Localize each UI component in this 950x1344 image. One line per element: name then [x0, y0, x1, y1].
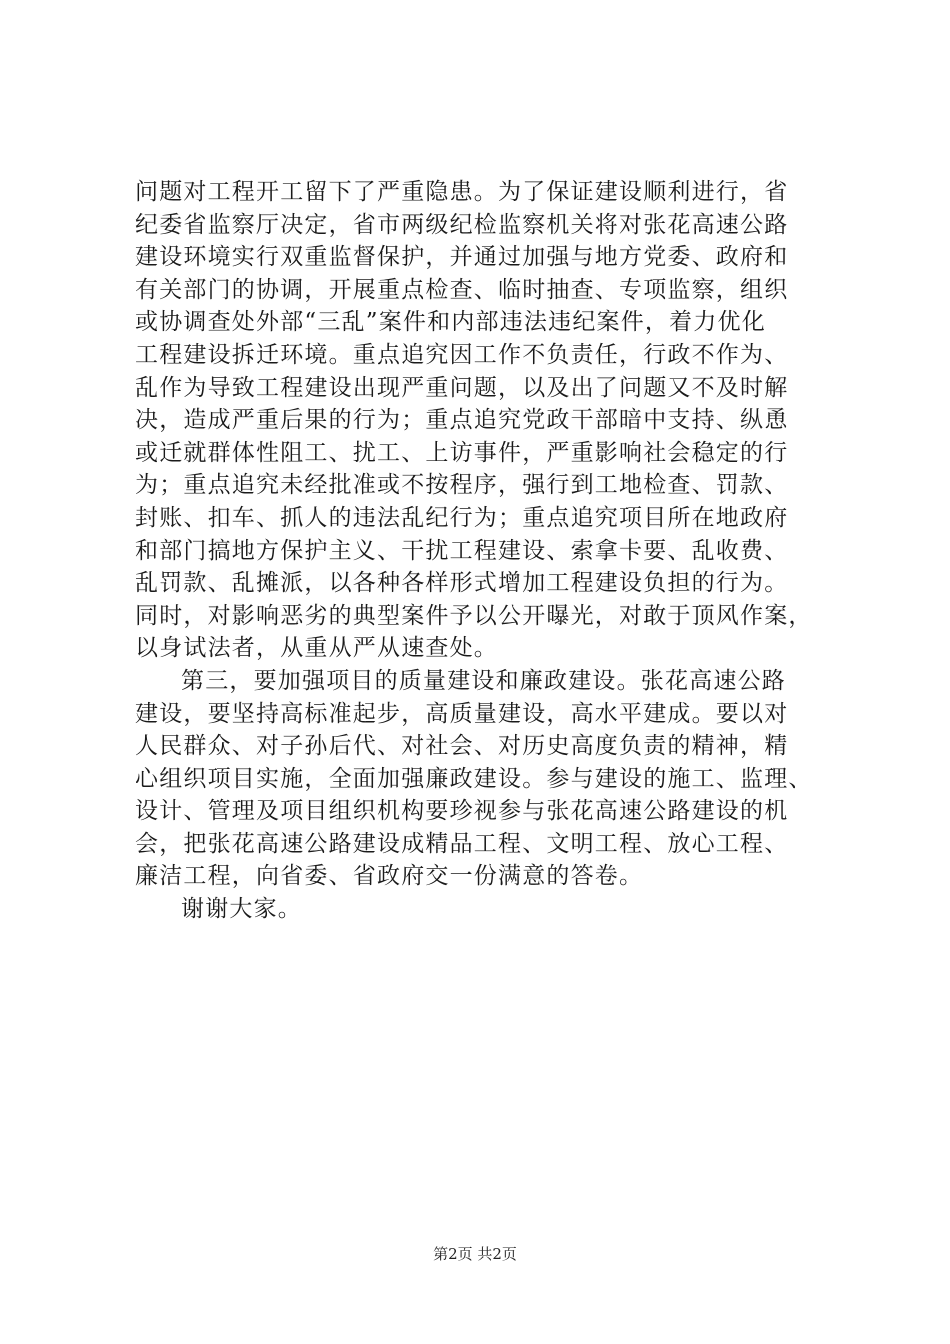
text-line: 乱罚款、乱摊派，以各种各样形式增加工程建设负担的行为。 [135, 570, 789, 597]
text-line: 设计、管理及项目组织机构要珍视参与张花高速公路建设的机 [135, 798, 789, 825]
text-line: 以身试法者，从重从严从速查处。 [135, 635, 498, 662]
text-line: 封账、扣车、抓人的违法乱纪行为；重点追究项目所在地政府 [135, 504, 789, 531]
text-line: 建设环境实行双重监督保护，并通过加强与地方党委、政府和 [135, 244, 789, 271]
text-line: 有关部门的协调，开展重点检查、临时抽查、专项监察，组织 [135, 276, 789, 303]
text-line: 或迁就群体性阻工、扰工、上访事件，严重影响社会稳定的行 [135, 439, 789, 466]
text-line: 和部门搞地方保护主义、干扰工程建设、索拿卡要、乱收费、 [135, 537, 789, 564]
page-footer: 第2页 共2页 [433, 1245, 517, 1263]
text-line: 廉洁工程，向省委、省政府交一份满意的答卷。 [135, 863, 644, 890]
closing-line: 谢谢大家。 [181, 896, 302, 923]
text-line: 人民群众、对子孙后代、对社会、对历史高度负责的精神，精 [135, 733, 789, 760]
text-line: 决，造成严重后果的行为；重点追究党政干部暗中支持、纵恿 [135, 407, 789, 434]
text-line: 问题对工程开工留下了严重隐患。为了保证建设顺利进行，省 [135, 179, 789, 205]
paragraph-first-line: 第三，要加强项目的质量建设和廉政建设。张花高速公路 [181, 667, 786, 694]
text-line: 建设，要坚持高标准起步，高质量建设，高水平建成。要以对 [135, 700, 789, 727]
text-line: 工程建设拆迁环境。重点追究因工作不负责任，行政不作为、 [135, 341, 789, 368]
text-line: 心组织项目实施，全面加强廉政建设。参与建设的施工、监理、 [135, 765, 813, 792]
text-line: 或协调查处外部“三乱”案件和内部违法违纪案件，着力优化 [135, 309, 766, 336]
body-text [135, 176, 835, 926]
text-line: 会，把张花高速公路建设成精品工程、文明工程、放心工程、 [135, 830, 789, 857]
text-line: 纪委省监察厅决定，省市两级纪检监察机关将对张花高速公路 [135, 211, 789, 238]
text-line: 乱作为导致工程建设出现严重问题，以及出了问题又不及时解 [135, 374, 789, 401]
text-line: 同时，对影响恶劣的典型案件予以公开曝光，对敢于顶风作案， [135, 602, 813, 629]
text-line: 为；重点追究未经批准或不按程序，强行到工地检查、罚款、 [135, 472, 789, 499]
